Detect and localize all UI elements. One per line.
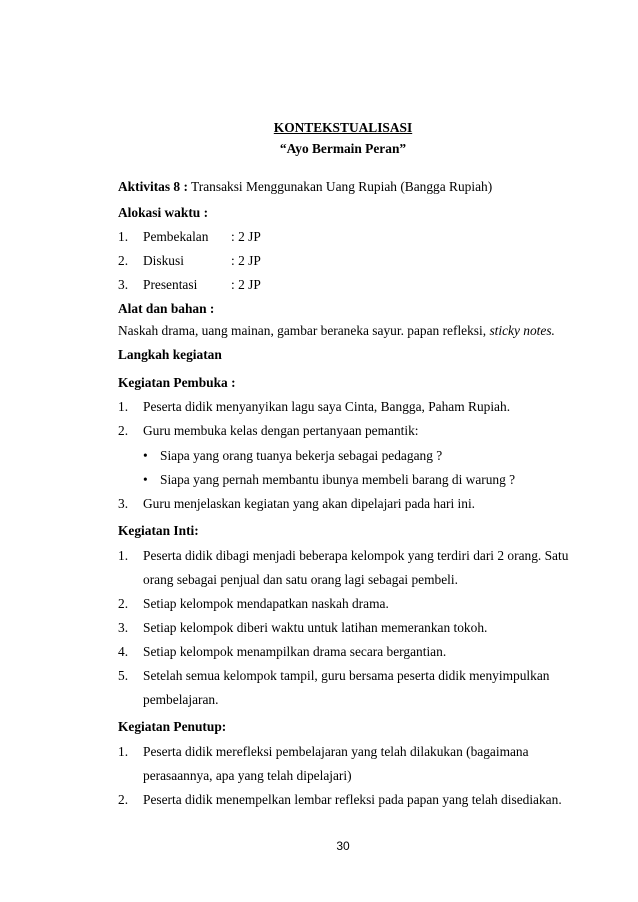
list-text: Guru menjelaskan kegiatan yang akan dipelajari pada hari ini. [143,496,476,511]
alokasi-item [118,252,560,269]
list-item [118,422,560,439]
list-text: Peserta didik dibagi menjadi beberapa kelompok yang terdiri dari 2 orang. Satu [143,548,569,563]
list-text: Setiap kelompok menampilkan drama secara bergantian. [143,644,447,659]
alokasi-value: : 2 JP [231,229,261,244]
list-text-continued: orang sebagai penjual dan satu orang lagi sebagai pembeli. [143,572,458,587]
langkah-label: Langkah kegiatan [118,347,222,362]
list-item [118,398,560,415]
alat-text-italic: sticky notes. [489,323,555,338]
alokasi-item [118,276,560,293]
activity-text: Transaksi Menggunakan Uang Rupiah (Bangga Rupiah) [191,179,493,194]
bullet-icon: • [143,448,148,463]
list-number: 2. [118,792,129,807]
list-text: Peserta didik merefleksi pembelajaran yang telah dilakukan (bagaimana [143,744,529,759]
pembuka-label: Kegiatan Pembuka : [118,375,236,390]
list-item [118,547,569,564]
alokasi-label: Alokasi waktu : [118,205,209,220]
list-number: 2. [118,596,129,611]
list-item [118,495,560,512]
list-number: 5. [118,668,129,683]
list-text: Peserta didik menempelkan lembar refleksi pada papan yang telah disediakan. [143,792,562,807]
list-item [118,667,560,684]
inti-label: Kegiatan Inti: [118,523,199,538]
alokasi-value: : 2 JP [231,277,261,292]
list-item [118,619,560,636]
list-item [118,791,560,808]
alokasi-value: : 2 JP [231,253,261,268]
alat-label: Alat dan bahan : [118,301,215,316]
list-text-continued: perasaannya, apa yang telah dipelajari) [143,768,352,783]
list-number: 1. [118,548,129,563]
list-text: Peserta didik menyanyikan lagu saya Cinta, Bangga, Paham Rupiah. [143,399,511,414]
list-number: 1. [118,229,129,244]
bullet-icon: • [143,472,148,487]
penutup-label: Kegiatan Penutup: [118,719,227,734]
list-text-continued: pembelajaran. [143,692,219,707]
bullet-text: Siapa yang pernah membantu ibunya membeli barang di warung ? [160,472,516,487]
section-title: KONTEKSTUALISASI [273,120,413,135]
list-text: Setelah semua kelompok tampil, guru bersama peserta didik menyimpulkan [143,668,550,683]
bullet-item [143,447,585,464]
list-number: 3. [118,620,129,635]
alokasi-name: Diskusi [143,253,184,268]
alokasi-name: Pembekalan [143,229,209,244]
alokasi-name: Presentasi [143,277,198,292]
page-number: 30 [336,839,350,853]
activity-line [118,178,560,195]
list-number: 1. [118,744,129,759]
section-subtitle: “Ayo Bermain Peran” [279,141,407,156]
list-number: 1. [118,399,129,414]
list-item [118,743,560,760]
alat-text-main: Naskah drama, uang mainan, gambar beraneka sayur. papan refleksi, [118,323,487,338]
list-text: Setiap kelompok diberi waktu untuk latihan memerankan tokoh. [143,620,488,635]
list-text: Guru membuka kelas dengan pertanyaan pemantik: [143,423,419,438]
list-number: 2. [118,423,129,438]
bullet-text: Siapa yang orang tuanya bekerja sebagai pedagang ? [160,448,443,463]
list-item [118,595,560,612]
alat-text [118,322,560,339]
bullet-item [143,471,585,488]
list-text: Setiap kelompok mendapatkan naskah drama. [143,596,389,611]
list-number: 4. [118,644,129,659]
list-number: 3. [118,496,129,511]
list-number: 2. [118,253,129,268]
activity-label: Aktivitas 8 : [118,179,188,194]
list-item [118,643,560,660]
alokasi-item [118,228,560,245]
list-number: 3. [118,277,129,292]
